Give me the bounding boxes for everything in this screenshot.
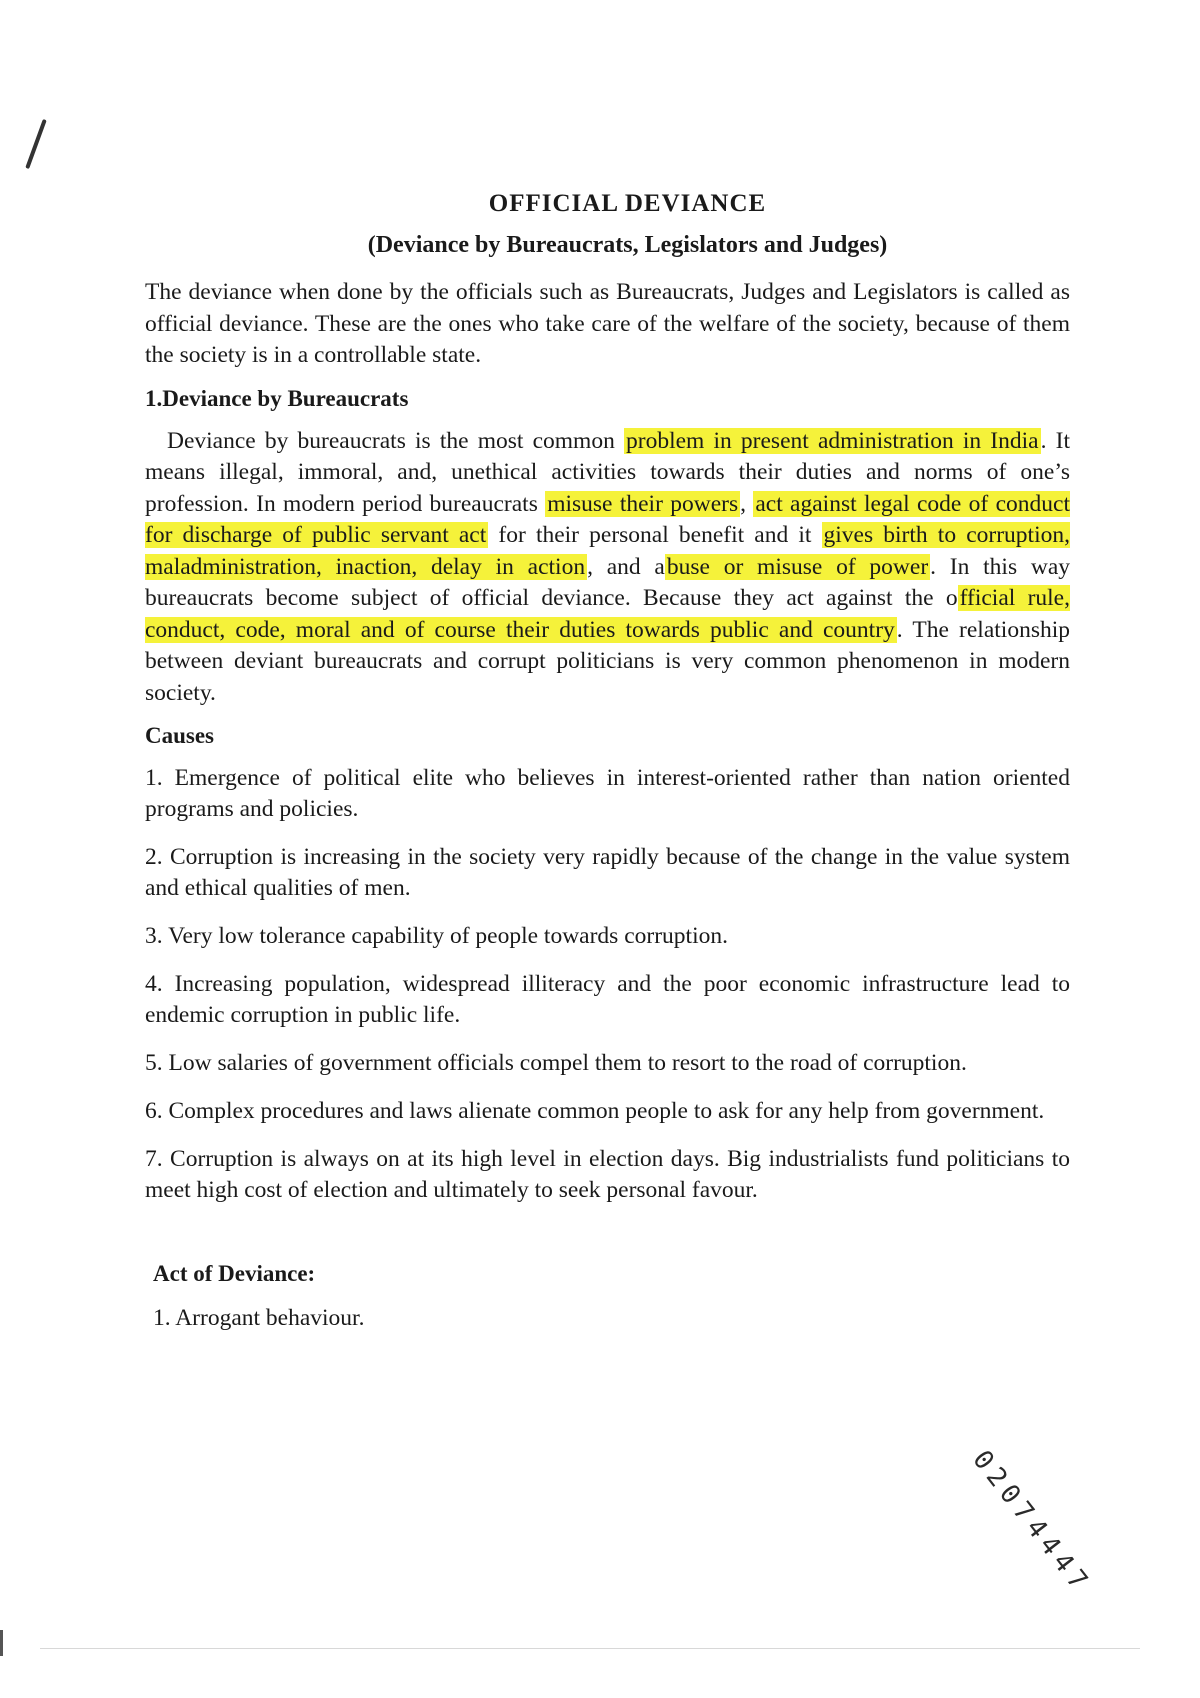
bottom-rule [40,1648,1140,1649]
cause-item: 7. Corruption is always on at its high level in election days. Big industrialists fund politicians to meet high cost of election and ultimately to seek personal favour. [145,1146,1070,1203]
paragraph-text: , and a [587,553,665,580]
section-heading-bureaucrats: 1.Deviance by Bureaucrats [145,385,409,411]
paragraph-text: . The relationship between deviant bureaucrats and corrupt politicians is very common phenomenon in modern society. [145,616,1070,706]
causes-list [145,763,1070,1206]
act-item: 1. Arrogant behaviour. [153,1305,365,1331]
cause-item: 4. Increasing population, widespread illiteracy and the poor economic infrastructure lead to endemic corruption in public life. [145,971,1070,1028]
acts-list [145,1305,1070,1332]
pen-mark [25,119,47,169]
document-body [145,190,1070,1332]
cause-item: 3. Very low tolerance capability of people towards corruption. [145,923,728,949]
intro-paragraph: The deviance when done by the officials such as Bureaucrats, Judges and Legislators is called as official deviance. These are the ones who take care of the welfare of the society, because of them the society is in a controllable state. [145,279,1070,368]
paragraph-text: , [740,490,754,517]
paragraph-text: . It means illegal, immoral, and, unethical activities towards their duties and norms of one’s profession. In modern period bureaucrats [145,427,1070,517]
highlighted-text: buse or misuse of power [666,553,929,580]
edge-mark [0,1630,3,1656]
causes-heading: Causes [145,723,215,748]
highlighted-text: misuse their powers [547,490,739,517]
document-title: OFFICIAL DEVIANCE [488,190,767,217]
paragraph-text: . In this way bureaucrats become subject of official deviance. Because they act against the o [145,553,1071,611]
highlighted-text: problem in present administration in India [626,427,1039,454]
acts-heading: Act of Deviance: [153,1261,316,1286]
paragraph-text: Deviance by bureaucrats is the most common [167,427,624,454]
cause-item: 2. Corruption is increasing in the society very rapidly because of the change in the value system and ethical qualities of men. [145,844,1070,901]
highlighted-text: fficial rule, conduct, code, moral and of course their duties towards public and country [145,585,1070,643]
document-subtitle: (Deviance by Bureaucrats, Legislators and Judges) [367,232,888,258]
handwritten-note: 02074447 [966,1445,1097,1600]
paragraph-text: for their personal benefit and it [488,522,822,548]
cause-item: 1. Emergence of political elite who believes in interest-oriented rather than nation oriented programs and policies. [145,765,1070,822]
cause-item: 5. Low salaries of government officials compel them to resort to the road of corruption. [145,1050,967,1076]
bureaucrats-paragraph [145,426,1070,710]
highlighted-text: act against legal code of conduct for discharge of public servant act [145,490,1070,548]
cause-item: 6. Complex procedures and laws alienate common people to ask for any help from government. [145,1098,1045,1124]
highlighted-text: gives birth to corruption, maladministration, inaction, delay in action [145,522,1070,580]
